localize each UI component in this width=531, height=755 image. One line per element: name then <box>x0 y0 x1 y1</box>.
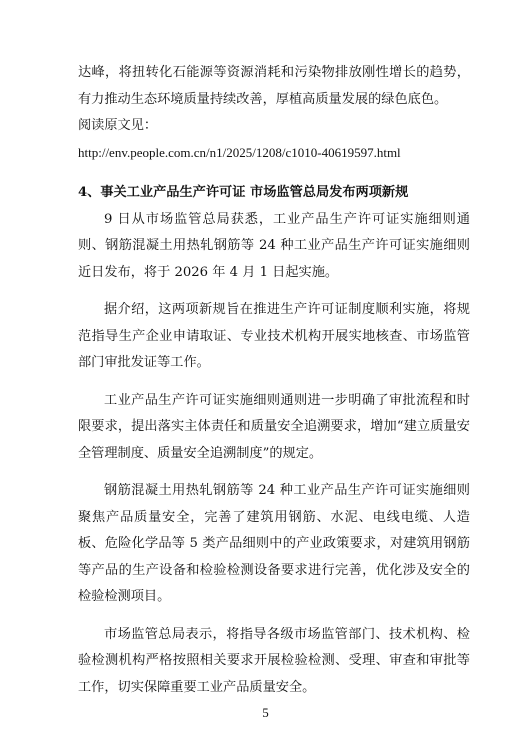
read-original-link[interactable]: http://env.people.com.cn/n1/2025/1208/c1010-40619597.html <box>78 144 401 160</box>
section-paragraph-5: 市场监管总局表示，将指导各级市场监管部门、技术机构、检验检测机构严格按照相关要求开展检验检测、受理、审查和审批等工作，切实保障重要工业产品质量安全。 <box>78 626 470 695</box>
paragraph-intro-continued: 达峰，将扭转化石能源等资源消耗和污染物排放刚性增长的趋势，有力推动生态环境质量持续改善，厚植高质量发展的绿色底色。 <box>78 65 470 107</box>
section-paragraph-1: 9 日从市场监管总局获悉，工业产品生产许可证实施细则通则、钢筋混凝土用热轧钢筋等 24 种工业产品生产许可证实施细则近日发布，将于 2026 年 4 月 1 日起实施。 <box>78 211 470 280</box>
page-content <box>78 60 470 701</box>
section-paragraph-2: 据介绍，这两项新规旨在推进生产许可证制度顺利实施，将规范指导生产企业申请取证、专业技术机构开展实地核查、市场监管部门审批发证等工作。 <box>78 302 470 370</box>
section-paragraph-4: 钢筋混凝土用热轧钢筋等 24 种工业产品生产许可证实施细则聚焦产品质量安全，完善了建筑用钢筋、水泥、电线电缆、人造板、危险化学品等 5 类产品细则中的产业政策要求，对建筑用钢筋等产品的生产设备和检验检测设备要求进行完善，优化涉及安全的检验检测项目。 <box>78 483 470 604</box>
read-original-label: 阅读原文见： <box>78 118 158 133</box>
section-paragraph-3: 工业产品生产许可证实施细则通则进一步明确了审批流程和时限要求，提出落实主体责任和质量安全追溯要求，增加“建立质量安全管理制度、质量安全追溯制度”的规定。 <box>78 392 470 461</box>
section-heading: 4、事关工业产品生产许可证 市场监管总局发布两项新规 <box>78 185 409 200</box>
page-number: 5 <box>262 705 269 720</box>
